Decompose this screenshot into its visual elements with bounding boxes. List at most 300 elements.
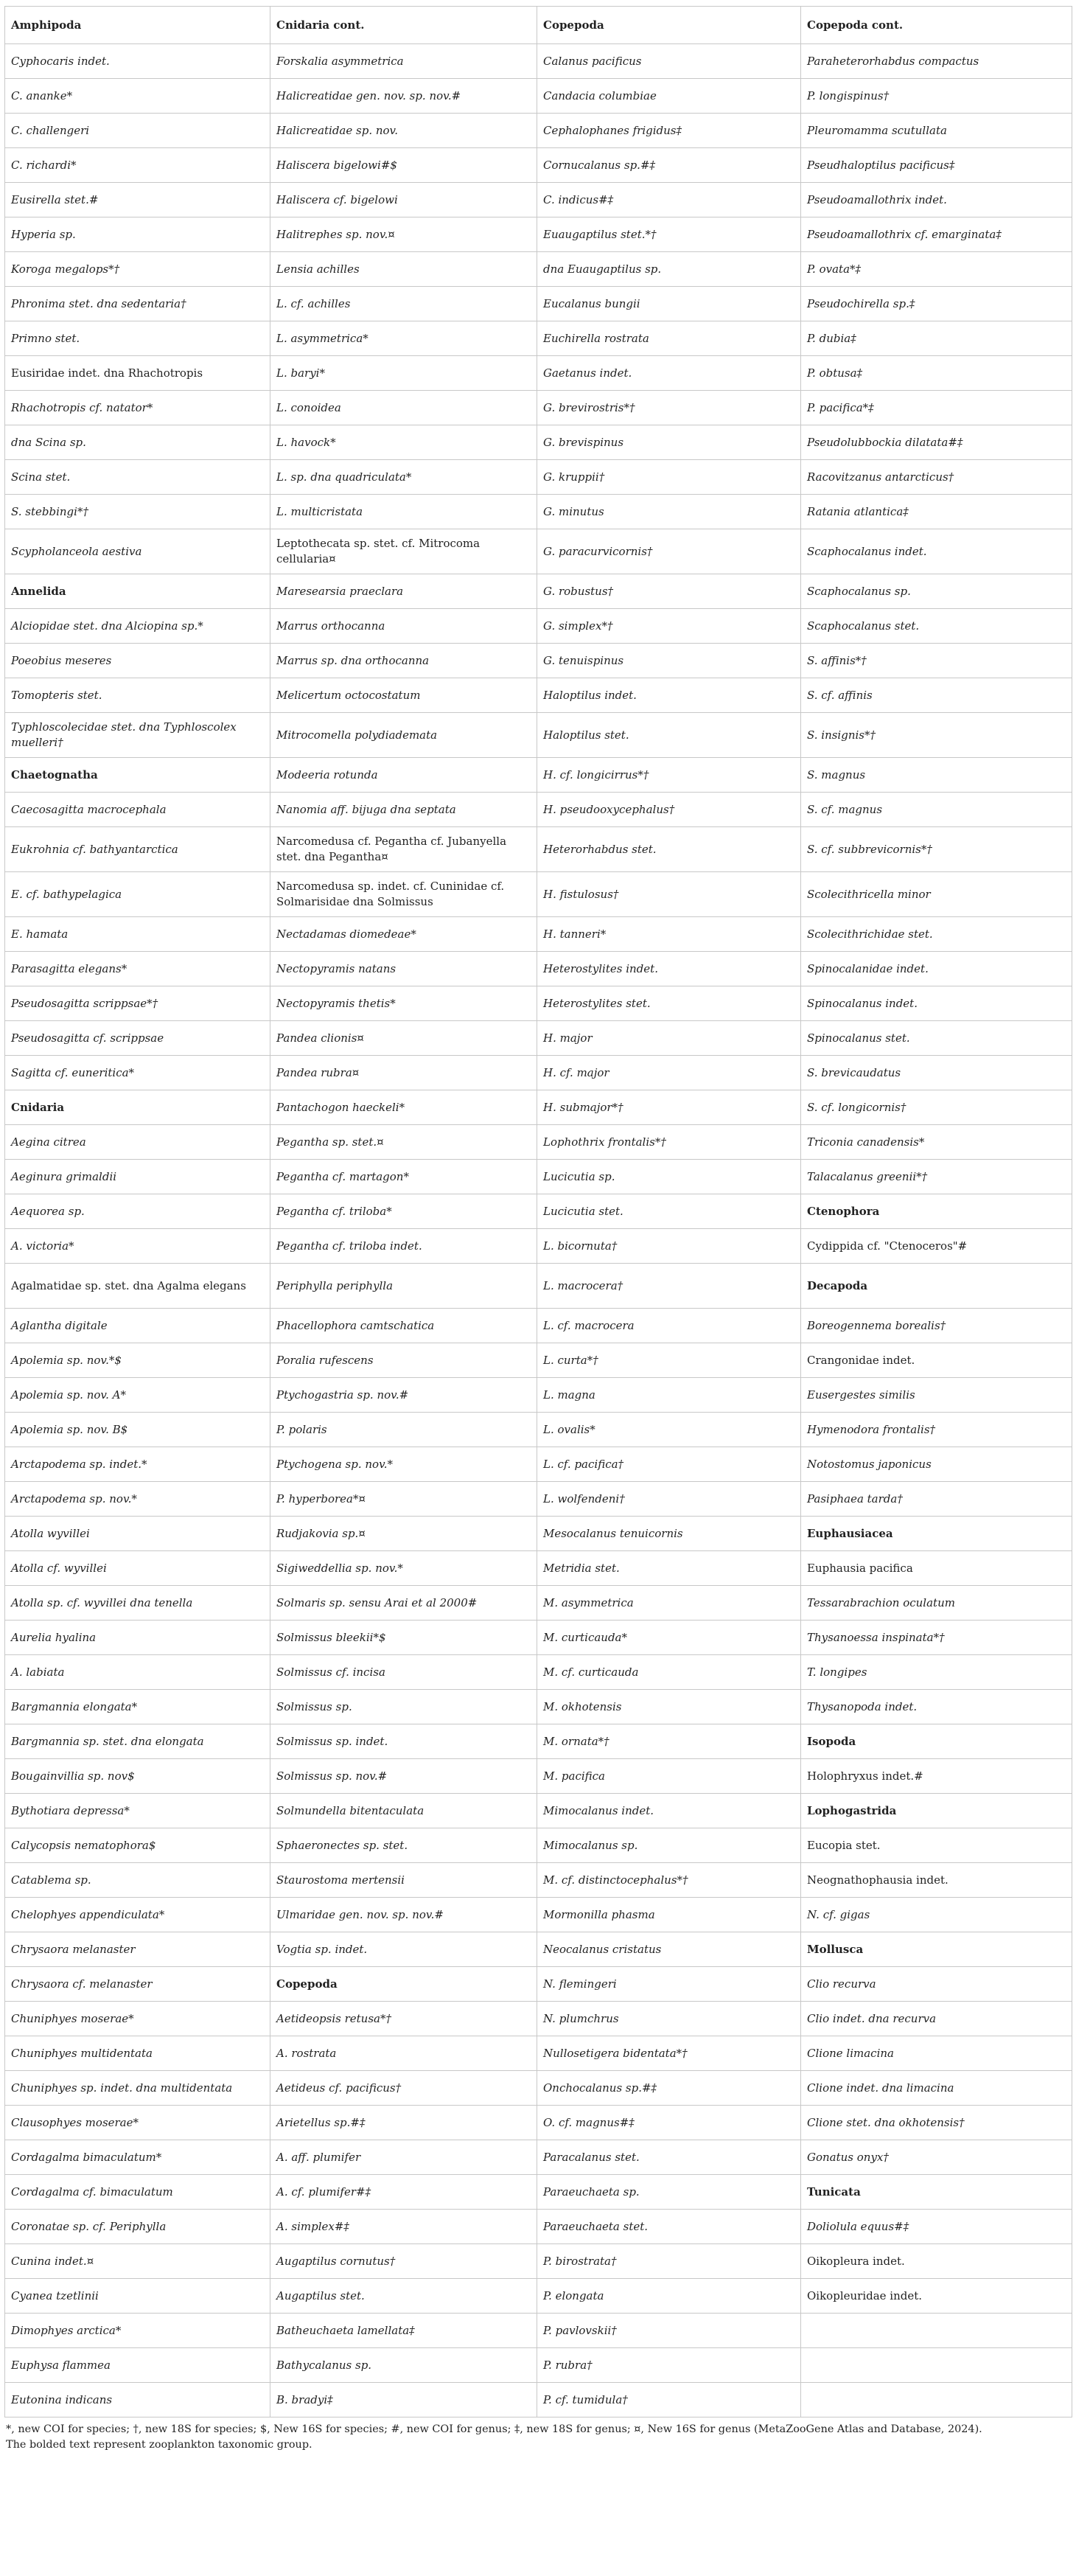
table-cell: Cordagalma bimaculatum* — [5, 2140, 270, 2175]
table-cell: A. simplex#‡ — [270, 2210, 537, 2244]
table-cell: Ctenophora — [801, 1194, 1072, 1229]
table-cell: Narcomedusa cf. Pegantha cf. Jubanyella stet. dna Pegantha¤ — [270, 827, 537, 872]
table-cell: Racovitzanus antarcticus† — [801, 460, 1072, 495]
table-cell: Chelophyes appendiculata* — [5, 1898, 270, 1932]
header-cnidaria-cont: Cnidaria cont. — [270, 7, 537, 44]
table-cell: Augaptilus stet. — [270, 2279, 537, 2314]
table-cell: Staurostoma mertensii — [270, 1863, 537, 1898]
table-cell: Nectopyramis natans — [270, 952, 537, 986]
table-cell: G. minutus — [537, 495, 801, 529]
table-cell: P. ovata*‡ — [801, 252, 1072, 287]
table-cell: C. indicus#‡ — [537, 183, 801, 217]
table-cell: Neognathophausia indet. — [801, 1863, 1072, 1898]
table-cell: Eukrohnia cf. bathyantarctica — [5, 827, 270, 872]
table-cell: M. ornata*† — [537, 1724, 801, 1759]
table-cell: Pseudhaloptilus pacificus‡ — [801, 148, 1072, 183]
footnote — [4, 2422, 1072, 2453]
table-cell: C. richardi* — [5, 148, 270, 183]
table-cell: Bythotiara depressa* — [5, 1794, 270, 1828]
table-row — [5, 1517, 1072, 1551]
table-row — [5, 287, 1072, 321]
table-cell: Eucopia stet. — [801, 1828, 1072, 1863]
table-cell: Pandea clionis¤ — [270, 1021, 537, 1056]
table-cell: Agalmatidae sp. stet. dna Agalma elegans — [5, 1264, 270, 1309]
table-cell: Scaphocalanus sp. — [801, 574, 1072, 609]
table-cell: Aetideus cf. pacificus† — [270, 2071, 537, 2106]
table-cell: N. flemingeri — [537, 1967, 801, 2002]
table-row — [5, 872, 1072, 917]
table-cell: Euphausia pacifica — [801, 1551, 1072, 1586]
table-cell: S. brevicaudatus — [801, 1056, 1072, 1090]
table-cell: Candacia columbiae — [537, 79, 801, 114]
table-cell: Chuniphyes multidentata — [5, 2036, 270, 2071]
table-cell: Bougainvillia sp. nov$ — [5, 1759, 270, 1794]
table-row — [5, 1309, 1072, 1343]
table-cell: Chaetognatha — [5, 758, 270, 793]
table-row — [5, 529, 1072, 574]
table-cell: Typhloscolecidae stet. dna Typhloscolex muelleri† — [5, 713, 270, 758]
table-cell: Euaugaptilus stet.*† — [537, 217, 801, 252]
table-cell: Scolecithrichidae stet. — [801, 917, 1072, 952]
table-cell: Cephalophanes frigidus‡ — [537, 114, 801, 148]
table-cell: Lophothrix frontalis*† — [537, 1125, 801, 1160]
table-cell: Pleuromamma scutullata — [801, 114, 1072, 148]
table-cell: L. conoidea — [270, 391, 537, 425]
table-cell: B. bradyi‡ — [270, 2383, 537, 2417]
table-cell: Aurelia hyalina — [5, 1621, 270, 1655]
table-cell: Cornucalanus sp.#‡ — [537, 148, 801, 183]
table-cell: L. havock* — [270, 425, 537, 460]
table-cell: Pseudoamallothrix cf. emarginata‡ — [801, 217, 1072, 252]
table-cell: Arctapodema sp. nov.* — [5, 1482, 270, 1517]
header-copepoda-cont: Copepoda cont. — [801, 7, 1072, 44]
table-row — [5, 1447, 1072, 1482]
table-cell: L. multicristata — [270, 495, 537, 529]
table-cell: Catablema sp. — [5, 1863, 270, 1898]
table-row — [5, 1828, 1072, 1863]
table-cell: Nanomia aff. bijuga dna septata — [270, 793, 537, 827]
table-row — [5, 1229, 1072, 1264]
table-cell: P. pacifica*‡ — [801, 391, 1072, 425]
table-row — [5, 495, 1072, 529]
table-cell: S. cf. longicornis† — [801, 1090, 1072, 1125]
table-cell: G. robustus† — [537, 574, 801, 609]
table-cell: Bargmannia sp. stet. dna elongata — [5, 1724, 270, 1759]
table-cell: H. tanneri* — [537, 917, 801, 952]
table-row — [5, 952, 1072, 986]
table-cell: H. major — [537, 1021, 801, 1056]
table-cell: Euchirella rostrata — [537, 321, 801, 356]
table-cell: Euphysa flammea — [5, 2348, 270, 2383]
table-cell: Koroga megalops*† — [5, 252, 270, 287]
table-row — [5, 2071, 1072, 2106]
table-row — [5, 252, 1072, 287]
table-row — [5, 1021, 1072, 1056]
table-cell: Lucicutia stet. — [537, 1194, 801, 1229]
table-cell: Clio recurva — [801, 1967, 1072, 2002]
table-cell: L. macrocera† — [537, 1264, 801, 1309]
table-cell: Annelida — [5, 574, 270, 609]
table-cell: L. magna — [537, 1378, 801, 1413]
table-cell: dna Scina sp. — [5, 425, 270, 460]
table-cell: P. obtusa‡ — [801, 356, 1072, 391]
table-cell: Aetideopsis retusa*† — [270, 2002, 537, 2036]
table-cell: G. brevirostris*† — [537, 391, 801, 425]
table-cell: Clio indet. dna recurva — [801, 2002, 1072, 2036]
table-cell: Rhachotropis cf. natator* — [5, 391, 270, 425]
table-cell: Vogtia sp. indet. — [270, 1932, 537, 1967]
table-cell — [801, 2383, 1072, 2417]
table-cell: Solmissus cf. incisa — [270, 1655, 537, 1690]
table-cell: Coronatae sp. cf. Periphylla — [5, 2210, 270, 2244]
table-cell: A. cf. plumifer#‡ — [270, 2175, 537, 2210]
table-cell: Scolecithricella minor — [801, 872, 1072, 917]
table-cell: Hyperia sp. — [5, 217, 270, 252]
table-cell: L. wolfendeni† — [537, 1482, 801, 1517]
table-cell: Haloptilus indet. — [537, 678, 801, 713]
table-cell: M. asymmetrica — [537, 1586, 801, 1621]
table-cell: Ptychogastria sp. nov.# — [270, 1378, 537, 1413]
table-cell: L. ovalis* — [537, 1413, 801, 1447]
table-cell: L. sp. dna quadriculata* — [270, 460, 537, 495]
table-row — [5, 1090, 1072, 1125]
table-row — [5, 2106, 1072, 2140]
table-cell: P. rubra† — [537, 2348, 801, 2383]
table-cell: Atolla sp. cf. wyvillei dna tenella — [5, 1586, 270, 1621]
table-cell: Nectopyramis thetis* — [270, 986, 537, 1021]
table-cell: Sagitta cf. euneritica* — [5, 1056, 270, 1090]
table-cell: S. affinis*† — [801, 644, 1072, 678]
table-row — [5, 644, 1072, 678]
table-cell: Onchocalanus sp.#‡ — [537, 2071, 801, 2106]
table-cell: Crangonidae indet. — [801, 1343, 1072, 1378]
table-row — [5, 391, 1072, 425]
table-row — [5, 793, 1072, 827]
table-row — [5, 1343, 1072, 1378]
table-row — [5, 1125, 1072, 1160]
table-cell: Pegantha cf. triloba indet. — [270, 1229, 537, 1264]
table-cell: Copepoda — [270, 1967, 537, 2002]
table-cell: Heterostylites stet. — [537, 986, 801, 1021]
table-cell: A. labiata — [5, 1655, 270, 1690]
table-row — [5, 1194, 1072, 1229]
table-cell: Bargmannia elongata* — [5, 1690, 270, 1724]
table-cell: P. elongata — [537, 2279, 801, 2314]
table-row — [5, 1264, 1072, 1309]
table-cell: Paracalanus stet. — [537, 2140, 801, 2175]
table-cell: Marrus sp. dna orthocanna — [270, 644, 537, 678]
table-row — [5, 425, 1072, 460]
table-cell: Bathycalanus sp. — [270, 2348, 537, 2383]
table-cell: Solmissus sp. — [270, 1690, 537, 1724]
footnote-legend: *, new COI for species; †, new 18S for species; $, New 16S for species; #, new COI for genus; ‡, new 18S for genus; ¤, New 16S for genus (MetaZooGene Atlas and Database, 2024). — [6, 2423, 982, 2435]
table-cell: A. aff. plumifer — [270, 2140, 537, 2175]
table-header — [5, 7, 1072, 44]
table-cell: Pantachogon haeckeli* — [270, 1090, 537, 1125]
table-cell: Cnidaria — [5, 1090, 270, 1125]
table-cell: Eusiridae indet. dna Rhachotropis — [5, 356, 270, 391]
table-row — [5, 79, 1072, 114]
table-cell: P. pavlovskii† — [537, 2314, 801, 2348]
table-cell: Spinocalanus stet. — [801, 1021, 1072, 1056]
table-cell: Chrysaora cf. melanaster — [5, 1967, 270, 2002]
table-cell: Solmaris sp. sensu Arai et al 2000# — [270, 1586, 537, 1621]
table-row — [5, 1898, 1072, 1932]
table-cell: Neocalanus cristatus — [537, 1932, 801, 1967]
table-cell: Clione stet. dna okhotensis† — [801, 2106, 1072, 2140]
table-cell: Tunicata — [801, 2175, 1072, 2210]
table-cell: S. cf. affinis — [801, 678, 1072, 713]
table-cell: Boreogennema borealis† — [801, 1309, 1072, 1343]
table-cell: Pegantha cf. triloba* — [270, 1194, 537, 1229]
table-cell: dna Euaugaptilus sp. — [537, 252, 801, 287]
table-cell: Cyphocaris indet. — [5, 44, 270, 79]
table-cell: A. rostrata — [270, 2036, 537, 2071]
table-row — [5, 1056, 1072, 1090]
table-cell: Aequorea sp. — [5, 1194, 270, 1229]
table-cell: G. simplex*† — [537, 609, 801, 644]
table-cell: Scaphocalanus indet. — [801, 529, 1072, 574]
table-cell: Batheuchaeta lamellata‡ — [270, 2314, 537, 2348]
table-cell: Pasiphaea tarda† — [801, 1482, 1072, 1517]
table-cell: Isopoda — [801, 1724, 1072, 1759]
table-cell: P. cf. tumidula† — [537, 2383, 801, 2417]
table-cell: H. pseudooxycephalus† — [537, 793, 801, 827]
table-cell: Holophryxus indet.# — [801, 1759, 1072, 1794]
table-row — [5, 1586, 1072, 1621]
table-cell: Oikopleura indet. — [801, 2244, 1072, 2279]
table-cell: G. paracurvicornis† — [537, 529, 801, 574]
table-row — [5, 2036, 1072, 2071]
table-cell: Chuniphyes moserae* — [5, 2002, 270, 2036]
table-cell: Lensia achilles — [270, 252, 537, 287]
table-cell: E. hamata — [5, 917, 270, 952]
table-cell: Modeeria rotunda — [270, 758, 537, 793]
table-cell: Triconia canadensis* — [801, 1125, 1072, 1160]
table-cell: Paraeuchaeta stet. — [537, 2210, 801, 2244]
table-cell: Scina stet. — [5, 460, 270, 495]
table-cell: N. cf. gigas — [801, 1898, 1072, 1932]
table-row — [5, 2140, 1072, 2175]
table-cell: Eusirella stet.# — [5, 183, 270, 217]
table-cell: C. ananke* — [5, 79, 270, 114]
table-cell: Ptychogena sp. nov.* — [270, 1447, 537, 1482]
table-cell: Cydippida cf. "Ctenoceros"# — [801, 1229, 1072, 1264]
table-cell: Mormonilla phasma — [537, 1898, 801, 1932]
table-cell: P. dubia‡ — [801, 321, 1072, 356]
table-cell — [801, 2348, 1072, 2383]
table-cell: H. cf. major — [537, 1056, 801, 1090]
table-cell: G. kruppii† — [537, 460, 801, 495]
table-cell: G. tenuispinus — [537, 644, 801, 678]
table-cell: Pegantha sp. stet.¤ — [270, 1125, 537, 1160]
table-row — [5, 1160, 1072, 1194]
table-cell: Eutonina indicans — [5, 2383, 270, 2417]
table-row — [5, 2279, 1072, 2314]
table-cell: Tomopteris stet. — [5, 678, 270, 713]
table-cell: Paraeuchaeta sp. — [537, 2175, 801, 2210]
table-cell: Lucicutia sp. — [537, 1160, 801, 1194]
table-row — [5, 1690, 1072, 1724]
table-cell: Caecosagitta macrocephala — [5, 793, 270, 827]
table-cell: Heterorhabdus stet. — [537, 827, 801, 872]
table-cell: P. polaris — [270, 1413, 537, 1447]
table-cell: M. okhotensis — [537, 1690, 801, 1724]
table-cell: H. submajor*† — [537, 1090, 801, 1125]
table-row — [5, 678, 1072, 713]
table-cell: Thysanopoda indet. — [801, 1690, 1072, 1724]
table-cell: C. challengeri — [5, 114, 270, 148]
table-cell: Periphylla periphylla — [270, 1264, 537, 1309]
table-cell: Rudjakovia sp.¤ — [270, 1517, 537, 1551]
table-cell: Chrysaora melanaster — [5, 1932, 270, 1967]
table-cell: M. curticauda* — [537, 1621, 801, 1655]
table-cell: Pseudosagitta scrippsae*† — [5, 986, 270, 1021]
table-cell: Maresearsia praeclara — [270, 574, 537, 609]
table-cell: Pseudoamallothrix indet. — [801, 183, 1072, 217]
table-row — [5, 2244, 1072, 2279]
table-cell: Atolla cf. wyvillei — [5, 1551, 270, 1586]
table-cell: A. victoria* — [5, 1229, 270, 1264]
table-cell: Dimophyes arctica* — [5, 2314, 270, 2348]
table-cell: Gonatus onyx† — [801, 2140, 1072, 2175]
table-row — [5, 2210, 1072, 2244]
table-row — [5, 1932, 1072, 1967]
table-cell: Haloptilus stet. — [537, 713, 801, 758]
table-cell: O. cf. magnus#‡ — [537, 2106, 801, 2140]
table-row — [5, 609, 1072, 644]
table-cell: P. longispinus† — [801, 79, 1072, 114]
table-cell: Aegina citrea — [5, 1125, 270, 1160]
table-cell: L. curta*† — [537, 1343, 801, 1378]
table-cell: Arietellus sp.#‡ — [270, 2106, 537, 2140]
table-cell: Cunina indet.¤ — [5, 2244, 270, 2279]
table-cell: Solmissus sp. indet. — [270, 1724, 537, 1759]
table-cell: M. pacifica — [537, 1759, 801, 1794]
table-cell: Clausophyes moserae* — [5, 2106, 270, 2140]
table-cell: Sphaeronectes sp. stet. — [270, 1828, 537, 1863]
table-row — [5, 460, 1072, 495]
table-cell: Mesocalanus tenuicornis — [537, 1517, 801, 1551]
table-cell: Solmissus sp. nov.# — [270, 1759, 537, 1794]
table-row — [5, 148, 1072, 183]
table-cell: G. brevispinus — [537, 425, 801, 460]
table-row — [5, 758, 1072, 793]
table-cell: S. stebbingi*† — [5, 495, 270, 529]
table-cell: Alciopidae stet. dna Alciopina sp.* — [5, 609, 270, 644]
header-row — [5, 7, 1072, 44]
table-row — [5, 1551, 1072, 1586]
table-cell: Scaphocalanus stet. — [801, 609, 1072, 644]
table-row — [5, 2002, 1072, 2036]
footnote-bold-note: The bolded text represent zooplankton taxonomic group. — [6, 2439, 312, 2451]
table-cell: S. cf. magnus — [801, 793, 1072, 827]
table-row — [5, 114, 1072, 148]
table-row — [5, 1378, 1072, 1413]
table-cell: Solmundella bitentaculata — [270, 1794, 537, 1828]
table-cell: Ratania atlantica‡ — [801, 495, 1072, 529]
table-cell: Notostomus japonicus — [801, 1447, 1072, 1482]
table-cell: Ulmaridae gen. nov. sp. nov.# — [270, 1898, 537, 1932]
table-cell: Clione indet. dna limacina — [801, 2071, 1072, 2106]
table-cell: L. asymmetrica* — [270, 321, 537, 356]
table-cell: Tessarabrachion oculatum — [801, 1586, 1072, 1621]
table-cell: P. hyperborea*¤ — [270, 1482, 537, 1517]
table-cell: Haliscera cf. bigelowi — [270, 183, 537, 217]
table-cell: Phronima stet. dna sedentaria† — [5, 287, 270, 321]
table-cell: Parasagitta elegans* — [5, 952, 270, 986]
table-cell: Mimocalanus sp. — [537, 1828, 801, 1863]
table-cell: Halitrephes sp. nov.¤ — [270, 217, 537, 252]
table-cell: L. cf. pacifica† — [537, 1447, 801, 1482]
table-cell: Aglantha digitale — [5, 1309, 270, 1343]
table-row — [5, 1759, 1072, 1794]
table-cell: T. longipes — [801, 1655, 1072, 1690]
table-cell: Decapoda — [801, 1264, 1072, 1309]
table-cell: S. cf. subbrevicornis*† — [801, 827, 1072, 872]
table-cell: Chuniphyes sp. indet. dna multidentata — [5, 2071, 270, 2106]
table-row — [5, 713, 1072, 758]
table-cell: Paraheterorhabdus compactus — [801, 44, 1072, 79]
table-row — [5, 44, 1072, 79]
table-body — [5, 44, 1072, 2417]
table-cell: L. baryi* — [270, 356, 537, 391]
table-cell: Cyanea tzetlinii — [5, 2279, 270, 2314]
table-row — [5, 217, 1072, 252]
table-cell: Aeginura grimaldii — [5, 1160, 270, 1194]
table-row — [5, 183, 1072, 217]
table-row — [5, 2383, 1072, 2417]
table-cell: Primno stet. — [5, 321, 270, 356]
table-cell: Arctapodema sp. indet.* — [5, 1447, 270, 1482]
table-cell: Clione limacina — [801, 2036, 1072, 2071]
table-cell: Scypholanceola aestiva — [5, 529, 270, 574]
table-cell: Apolemia sp. nov. A* — [5, 1378, 270, 1413]
table-cell: Nullosetigera bidentata*† — [537, 2036, 801, 2071]
table-cell: S. magnus — [801, 758, 1072, 793]
table-cell: Narcomedusa sp. indet. cf. Cuninidae cf. Solmarisidae dna Solmissus — [270, 872, 537, 917]
table-row — [5, 1863, 1072, 1898]
table-row — [5, 827, 1072, 872]
table-cell: Calycopsis nematophora$ — [5, 1828, 270, 1863]
table-row — [5, 2314, 1072, 2348]
table-cell: Apolemia sp. nov.*$ — [5, 1343, 270, 1378]
table-cell: Doliolula equus#‡ — [801, 2210, 1072, 2244]
table-cell: Cordagalma cf. bimaculatum — [5, 2175, 270, 2210]
table-cell: Pseudochirella sp.‡ — [801, 287, 1072, 321]
table-cell — [801, 2314, 1072, 2348]
table-cell: L. cf. macrocera — [537, 1309, 801, 1343]
taxa-table — [4, 6, 1072, 2417]
table-cell: Pseudolubbockia dilatata#‡ — [801, 425, 1072, 460]
table-cell: L. cf. achilles — [270, 287, 537, 321]
table-cell: E. cf. bathypelagica — [5, 872, 270, 917]
table-cell: S. insignis*† — [801, 713, 1072, 758]
table-cell: H. fistulosus† — [537, 872, 801, 917]
table-cell: L. bicornuta† — [537, 1229, 801, 1264]
header-amphipoda: Amphipoda — [5, 7, 270, 44]
table-cell: Nectadamas diomedeae* — [270, 917, 537, 952]
table-cell: Sigiweddellia sp. nov.* — [270, 1551, 537, 1586]
table-row — [5, 2348, 1072, 2383]
table-cell: Halicreatidae sp. nov. — [270, 114, 537, 148]
table-cell: H. cf. longicirrus*† — [537, 758, 801, 793]
table-cell: Thysanoessa inspinata*† — [801, 1621, 1072, 1655]
table-cell: Apolemia sp. nov. B$ — [5, 1413, 270, 1447]
table-row — [5, 2175, 1072, 2210]
table-cell: Pegantha cf. martagon* — [270, 1160, 537, 1194]
table-row — [5, 1724, 1072, 1759]
